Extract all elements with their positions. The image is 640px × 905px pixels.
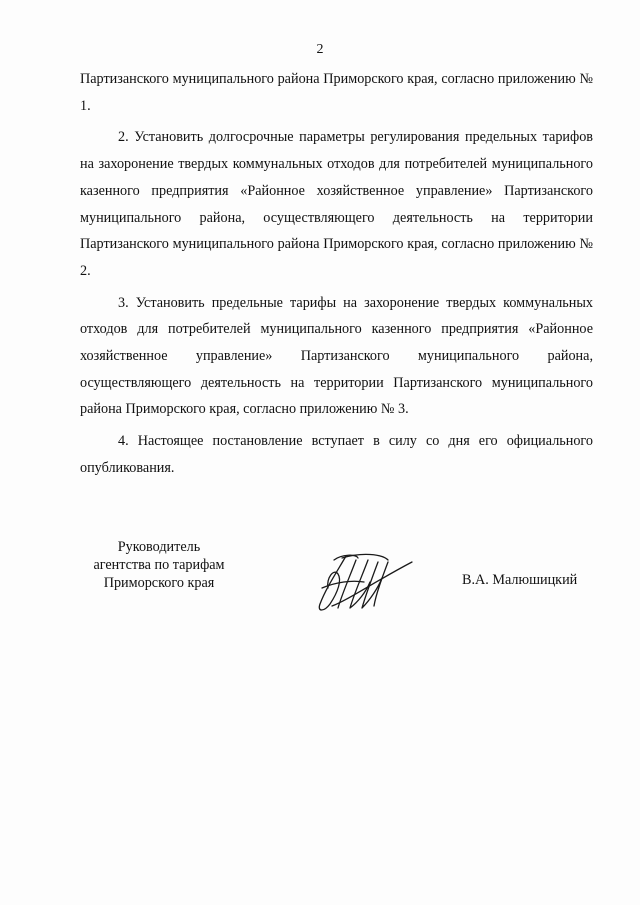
paragraph-continuation: Партизанского муниципального района Приморского края, согласно приложению № 1. xyxy=(80,71,593,114)
signatory-position-line-2: агентства по тарифам xyxy=(93,557,225,573)
signatory-position-line-3: Приморского края xyxy=(103,575,215,591)
paragraph-item-4: 4. Настоящее постановление вступает в силу со дня его официального опубликования. xyxy=(80,433,593,476)
paragraph-item-2: 2. Установить долгосрочные параметры регулирования предельных тарифов на захоронение твердых коммунальных отходов для потребителей муниципального казенного предприятия «Районное хозяйственное управление» Партизанского муниципального района, осуществляющего деятельность на территории Партизанского муниципального района Приморского края, согласно приложению № 2. xyxy=(80,129,593,279)
signatory-position xyxy=(80,538,238,592)
signature-icon xyxy=(312,548,422,620)
document-body xyxy=(80,66,593,487)
paragraph-item-3: 3. Установить предельные тарифы на захоронение твердых коммунальных отходов для потребителей муниципального казенного предприятия «Районное хозяйственное управление» Партизанского муниципального района, осуществляющего деятельность на территории Партизанского муниципального района Приморского края, согласно приложению № 3. xyxy=(80,294,593,418)
signatory-position-line-1: Руководитель xyxy=(117,539,201,555)
signatory-name: В.А. Малюшицкий xyxy=(462,572,578,588)
page-number: 2 xyxy=(316,42,324,57)
